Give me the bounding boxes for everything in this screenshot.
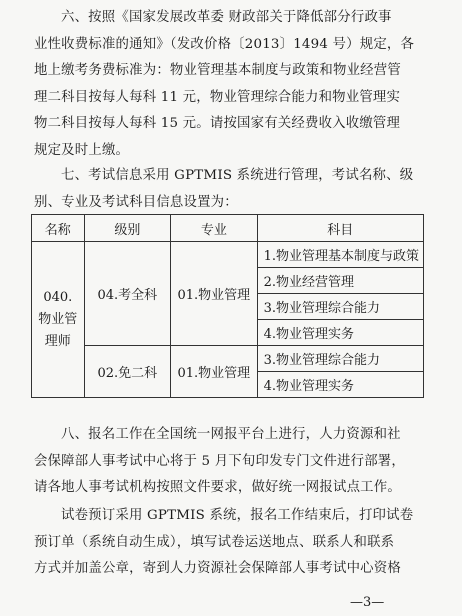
paragraph-8	[34, 422, 426, 502]
page-number: —3—	[350, 595, 385, 610]
paragraph-line: 方式并加盖公章，寄到人力资源社会保障部人事考试中心资格	[34, 561, 401, 576]
header-major: 专业	[171, 215, 258, 242]
table-row	[32, 242, 424, 268]
header-name: 名称	[32, 215, 85, 242]
paragraph-6	[34, 5, 426, 164]
exam-info-table	[31, 214, 424, 398]
major-cell: 01.物业管理	[171, 346, 258, 398]
level-cell: 02.免二科	[84, 346, 170, 398]
subject-cell: 1.物业管理基本制度与政策	[257, 242, 423, 268]
table-header-row	[32, 215, 424, 242]
header-level: 级别	[84, 215, 170, 242]
paragraph-line: 物二科目按每人每科 15 元。请按国家有关经费收入收缴管理	[34, 116, 401, 131]
header-subject: 科目	[257, 215, 423, 242]
subject-cell: 4.物业管理实务	[257, 372, 423, 398]
exam-name-line: 物业管	[38, 311, 78, 327]
paragraph-line: 会保障部人事考试中心将于 5 月下旬印发专门文件进行部署，	[34, 453, 405, 469]
subject-cell: 2.物业经营管理	[257, 268, 423, 294]
paragraph-line: 七、考试信息采用 GPTMIS 系统进行管理，考试名称、级	[61, 168, 414, 183]
paragraph-7	[34, 163, 426, 216]
paragraph-line: 请各地人事考试机构按照文件要求，做好统一网报试点工作。	[34, 480, 401, 495]
paragraph-line: 业性收费标准的通知》（发改价格〔2013〕1494 号）规定，各	[34, 36, 415, 52]
exam-name-line: 040.	[43, 289, 73, 305]
paragraph-line: 规定及时上缴。	[34, 142, 130, 158]
exam-name-line: 理师	[44, 333, 71, 349]
table-row	[32, 346, 424, 372]
paragraph-line: 八、报名工作在全国统一网报平台上进行，人力资源和社	[61, 427, 401, 442]
paragraph-9	[34, 503, 426, 583]
paragraph-line: 地上缴考务费标准为：物业管理基本制度与政策和物业经营管	[34, 63, 401, 78]
subject-cell: 3.物业管理综合能力	[257, 294, 423, 320]
paragraph-line: 理二科目按每人每科 11 元，物业管理综合能力和物业管理实	[34, 89, 401, 105]
major-cell: 01.物业管理	[171, 242, 258, 346]
exam-name-cell	[32, 242, 85, 398]
paragraph-line: 六、按照《国家发展改革委 财政部关于降低部分行政事	[61, 10, 392, 25]
paragraph-line: 试卷预订采用 GPTMIS 系统，报名工作结束后，打印试卷	[61, 508, 414, 523]
paragraph-line: 别、专业及考试科目信息设置为：	[34, 194, 238, 210]
subject-cell: 4.物业管理实务	[257, 320, 423, 346]
paragraph-line: 预订单（系统自动生成），填写试卷运送地点、联系人和联系	[34, 534, 395, 550]
subject-cell: 3.物业管理综合能力	[257, 346, 423, 372]
level-cell: 04.考全科	[84, 242, 170, 346]
